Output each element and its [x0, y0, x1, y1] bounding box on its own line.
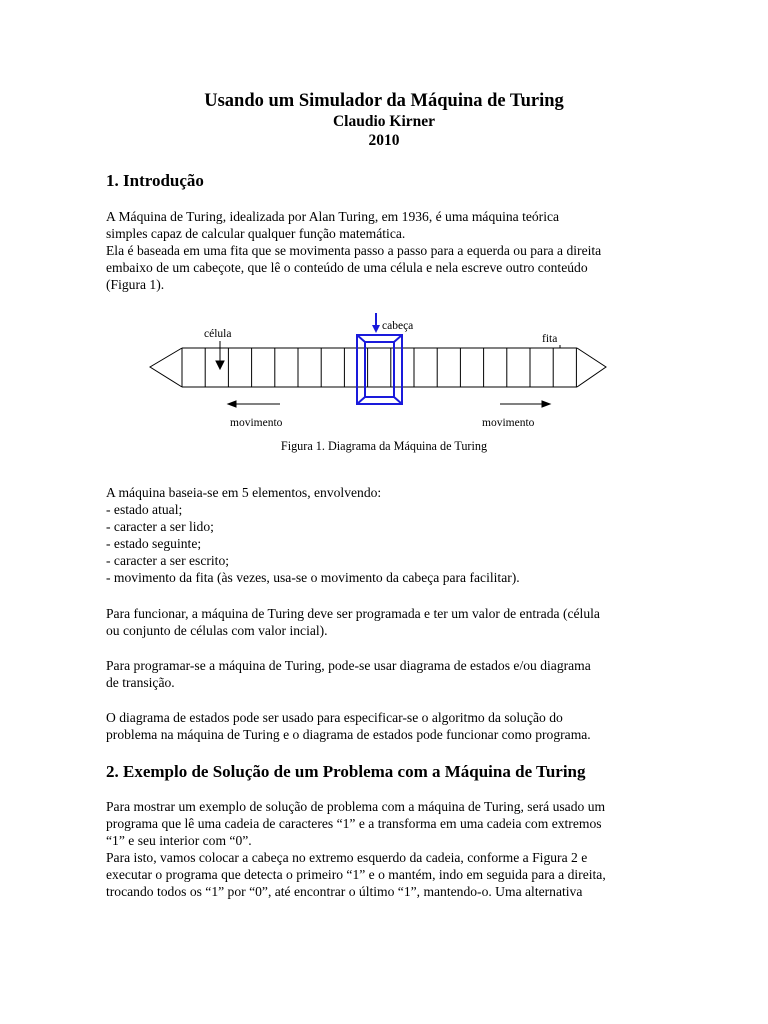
text-line: embaixo de um cabeçote, que lê o conteúdo de uma célula e nela escreve outro conteúdo: [106, 260, 588, 276]
figure-caption: Figura 1. Diagrama da Máquina de Turing: [280, 439, 488, 453]
turing-machine-diagram: [140, 305, 620, 435]
celula-arrow-head: [216, 361, 224, 369]
head-inner-frame: [365, 342, 394, 397]
intro-paragraph: [106, 208, 666, 293]
section-1-heading: 1. Introdução: [106, 171, 204, 190]
text-line: O diagrama de estados pode ser usado para especificar-se o algoritmo da solução do: [106, 710, 563, 725]
label-movimento-right: movimento: [482, 417, 535, 429]
text-line: programa que lê uma cadeia de caracteres “1” e a transforma em uma cadeia com extremos: [106, 816, 602, 832]
text-line: Para mostrar um exemplo de solução de problema com a máquina de Turing, será usado um: [106, 799, 606, 814]
list-item: - estado seguinte;: [106, 536, 202, 552]
head-outer-frame: [357, 335, 402, 404]
text-line: simples capaz de calcular qualquer função matemática.: [106, 226, 406, 242]
list-item: - caracter a ser escrito;: [106, 553, 230, 569]
title-block: [0, 90, 768, 150]
para-diagrama: [106, 709, 666, 743]
tape-left-end: [150, 348, 182, 387]
label-cabeca: cabeça: [382, 320, 414, 332]
text-line: A máquina baseia-se em 5 elementos, envolvendo:: [106, 485, 382, 500]
document-year: 2010: [368, 132, 400, 149]
text-line: Para funcionar, a máquina de Turing deve ser programada e ter um valor de entrada (célula: [106, 606, 600, 621]
text-line: de transição.: [106, 675, 175, 691]
text-line: Para programar-se a máquina de Turing, pode-se usar diagrama de estados e/ou diagrama: [106, 658, 591, 673]
list-item: - estado atual;: [106, 502, 183, 518]
text-line: ou conjunto de células com valor incial).: [106, 623, 328, 639]
movement-right-arrowhead: [542, 401, 550, 407]
label-fita: fita: [542, 333, 558, 345]
text-line: problema na máquina de Turing e o diagrama de estados pode funcionar como programa.: [106, 727, 591, 743]
text-line: trocando todos os “1” por “0”, até encontrar o último “1”, mantendo-o. Uma alternativa: [106, 884, 583, 900]
list-item: - movimento da fita (às vezes, usa-se o movimento da cabeça para facilitar).: [106, 570, 520, 586]
text-line: A Máquina de Turing, idealizada por Alan Turing, em 1936, é uma máquina teórica: [106, 209, 560, 224]
text-line: (Figura 1).: [106, 277, 165, 293]
label-movimento-left: movimento: [230, 417, 283, 429]
document-title: Usando um Simulador da Máquina de Turing: [204, 91, 564, 111]
text-line: “1” e seu interior com “0”.: [106, 833, 252, 849]
section-2-paragraph: [106, 798, 666, 901]
para-programar: [106, 657, 666, 691]
list-item: - caracter a ser lido;: [106, 519, 214, 535]
head-arrow-icon: [372, 325, 380, 333]
label-celula: célula: [204, 328, 232, 340]
text-line: Para isto, vamos colocar a cabeça no extremo esquerdo da cadeia, conforme a Figura 2 e: [106, 850, 588, 866]
section-2-heading: 2. Exemplo de Solução de um Problema com a Máquina de Turing: [106, 762, 586, 781]
tape-right-end: [577, 348, 606, 387]
tape-cells: [182, 348, 576, 387]
document-author: Claudio Kirner: [332, 113, 436, 130]
elements-list: [106, 484, 666, 587]
text-line: Ela é baseada em uma fita que se movimenta passo a passo para a equerda ou para a direita: [106, 243, 602, 259]
text-line: executar o programa que detecta o primeiro “1” e o mantém, indo em seguida para a direita,: [106, 867, 606, 883]
movement-left-arrowhead: [228, 401, 236, 407]
para-funcionar: [106, 605, 666, 639]
